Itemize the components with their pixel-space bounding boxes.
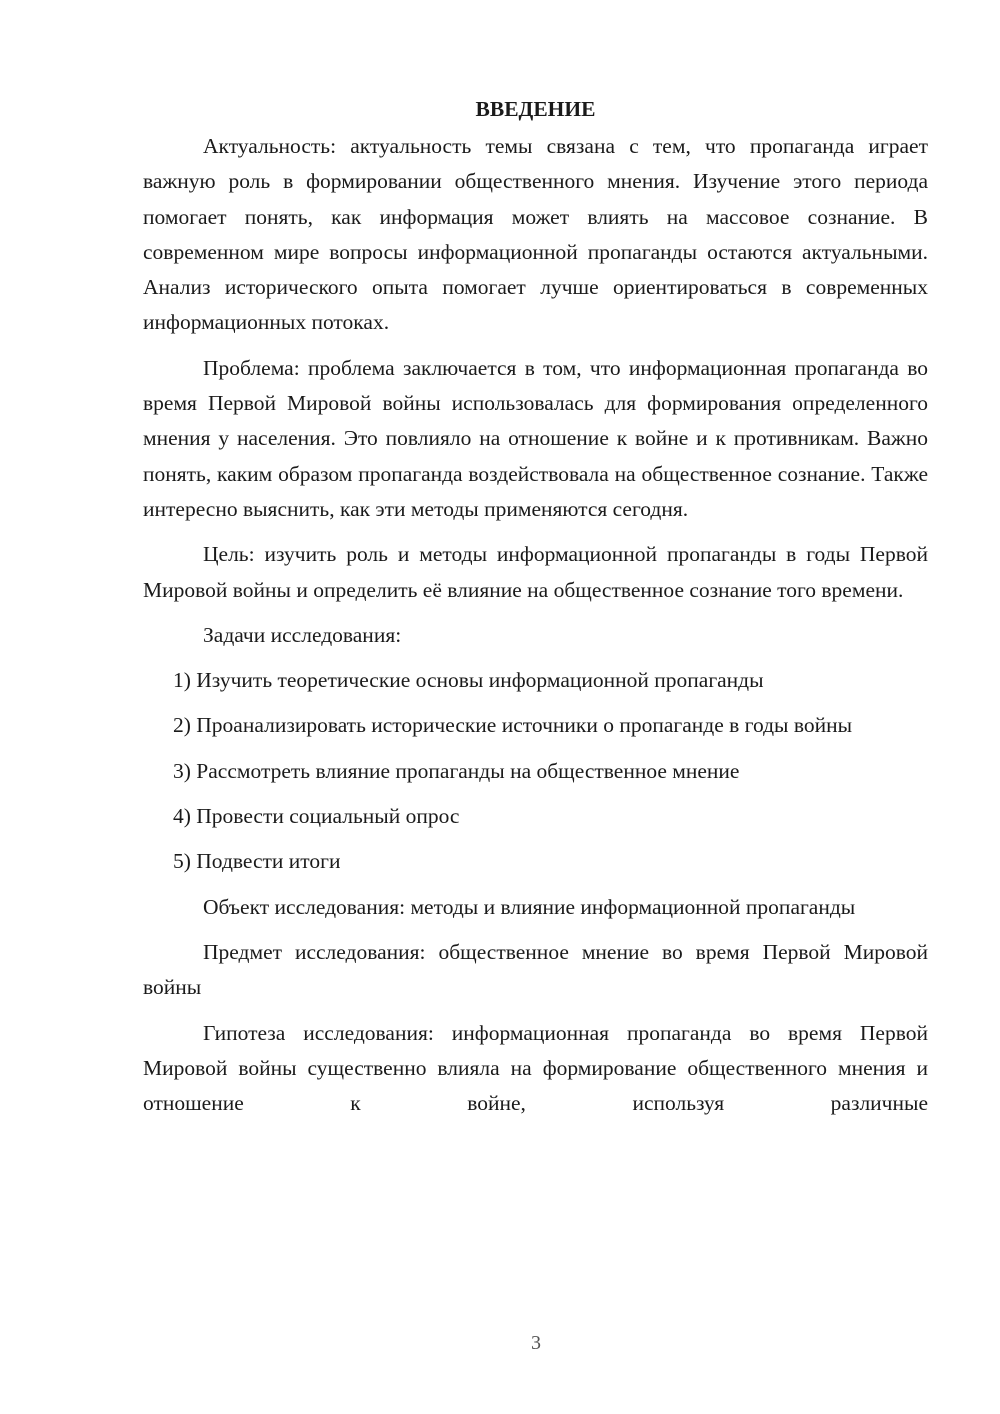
paragraph-goal: Цель: изучить роль и методы информационной пропаганды в годы Первой Мировой войны и определить её влияние на общественное сознание того времени. <box>143 542 928 602</box>
page-number: 3 <box>531 1332 541 1354</box>
paragraph-relevance: Актуальность: актуальность темы связана с тем, что пропаганда играет важную роль в формировании общественного мнения. Изучение этого периода помогает понять, как информация может влиять на массовое сознание. В современном мире вопросы информационной пропаганды остаются актуальными. Анализ исторического опыта помогает лучше ориентироваться в современных информационных потоках. <box>143 134 928 335</box>
tasks-heading: Задачи исследования: <box>203 622 402 647</box>
document-page <box>143 92 928 1131</box>
paragraph-object: Объект исследования: методы и влияние информационной пропаганды <box>203 894 856 919</box>
task-item-5: 5) Подвести итоги <box>173 849 341 874</box>
paragraph-subject: Предмет исследования: общественное мнение во время Первой Мировой войны <box>143 939 928 1000</box>
task-item-4: 4) Провести социальный опрос <box>173 804 460 829</box>
document-title: ВВЕДЕНИЕ <box>475 97 596 121</box>
task-item-2: 2) Проанализировать исторические источники о пропаганде в годы войны <box>173 713 853 738</box>
task-item-1: 1) Изучить теоретические основы информационной пропаганды <box>173 668 764 693</box>
task-item-3: 3) Рассмотреть влияние пропаганды на общественное мнение <box>173 758 740 783</box>
paragraph-problem: Проблема: проблема заключается в том, что информационная пропаганда во время Первой Мировой войны использовалась для формирования определенного мнения у населения. Это повлияло на отношение к войне и к противникам. Важно понять, каким образом пропаганда воздействовала на общественное сознание. Также интересно выяснить, как эти методы применяются сегодня. <box>143 355 928 521</box>
paragraph-hypothesis: Гипотеза исследования: информационная пропаганда во время Первой Мировой войны существенно влияла на формирование общественного мнения и отношение к войне, используя различные <box>143 1020 928 1116</box>
